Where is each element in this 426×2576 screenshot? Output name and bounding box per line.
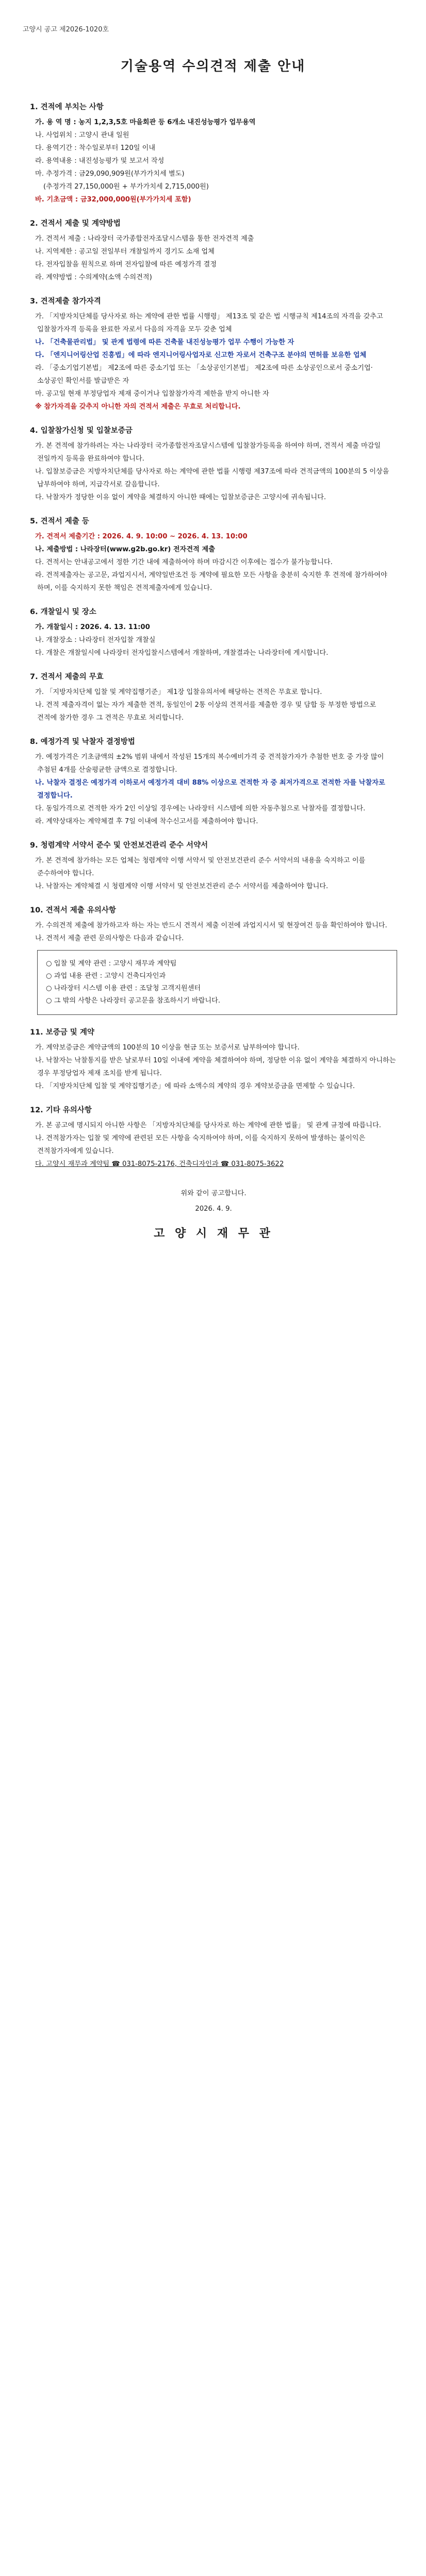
section-line: 다. 용역기간 : 착수일로부터 120일 이내: [35, 144, 156, 152]
section-line: 다. 견적서는 안내공고에서 정한 기간 내에 제출하여야 하며 마감시간 이후에는 접수가 불가능합니다.: [35, 558, 333, 566]
section-title: 7. 견적서 제출의 무효: [30, 673, 104, 681]
section-title: 11. 보증금 및 계약: [30, 1028, 94, 1037]
section-line: 나. 견적참가자는 입찰 및 계약에 관련된 모든 사항을 숙지하여야 하며, 이를 숙지하지 못하여 발생하는 불이익은 견적참가자에게 있습니다.: [35, 1134, 366, 1155]
notice-section: [30, 606, 397, 659]
section-line: 바. 기초금액 : 금32,000,000원(부가가치세 포함): [35, 196, 191, 204]
section-line: 라. 계약방법 : 수의계약(소액 수의견적): [35, 274, 152, 281]
section-line: 마. 공고일 현재 부정당업자 제재 중이거나 입찰참가자격 제한을 받지 아니한 자: [35, 390, 269, 398]
section-line: 나. 낙찰자는 계약체결 시 청렴계약 이행 서약서 및 안전보건관리 준수 서약서를 제출하여야 합니다.: [35, 883, 329, 890]
contact-row: ○ 그 밖의 사항은 나라장터 공고문을 참조하시기 바랍니다.: [46, 997, 221, 1005]
section-line: 나. 낙찰자는 낙찰통지를 받은 날로부터 10일 이내에 계약을 체결하여야 하며, 정당한 이유 없이 계약을 체결하지 아니하는 경우 부정당업자 제재 조치를 받게 됩니다.: [35, 1057, 396, 1077]
section-line: (추정가격 27,150,000원 + 부가가치세 2,715,000원): [43, 183, 209, 191]
closing-note: 위와 같이 공고합니다.: [181, 1190, 247, 1197]
section-title: 9. 청렴계약 서약서 준수 및 안전보건관리 준수 서약서: [30, 841, 208, 850]
section-line: 가. 견적서 제출기간 : 2026. 4. 9. 10:00 ~ 2026. 4. 13. 10:00: [35, 533, 248, 540]
section-title: 10. 견적서 제출 유의사항: [30, 906, 116, 914]
section-line: 나. 사업위치 : 고양시 관내 일원: [35, 131, 129, 139]
section-line: 가. 견적서 제출 : 나라장터 국가종합전자조달시스템을 통한 전자견적 제출: [35, 235, 254, 243]
contact-row: ○ 나라장터 시스템 이용 관련 : 조달청 고객지원센터: [46, 985, 201, 992]
section-title: 1. 견적에 부치는 사항: [30, 103, 104, 111]
section-line: 나. 견적서 제출 관련 문의사항은 다음과 같습니다.: [35, 935, 184, 942]
section-line: 다. 개찰은 개찰일시에 나라장터 전자입찰시스템에서 개찰하며, 개찰결과는 나라장터에 게시합니다.: [35, 649, 329, 657]
section-line: 가. 계약보증금은 계약금액의 100분의 10 이상을 현금 또는 보증서로 납부하여야 합니다.: [35, 1044, 300, 1052]
closing-date: 2026. 4. 9.: [195, 1205, 232, 1213]
section-line: 가. 본 견적에 참가하는 모든 업체는 청렴계약 이행 서약서 및 안전보건관리 준수 서약서의 내용을 숙지하고 이를 준수하여야 합니다.: [35, 857, 366, 877]
notice-section: [30, 904, 397, 1015]
section-line: 나. 견적 제출자격이 없는 자가 제출한 견적, 동일인이 2통 이상의 견적서를 제출한 경우 및 담합 등 부정한 방법으로 견적에 참가한 경우 그 견적은 무효로 처리합니다.: [35, 701, 376, 722]
contact-row: ○ 입찰 및 계약 관련 : 고양시 재무과 계약팀: [46, 960, 177, 968]
section-line: 다. 「지방자치단체 입찰 및 계약집행기준」에 따라 소액수의 계약의 경우 계약보증금을 면제할 수 있습니다.: [35, 1082, 355, 1090]
issuing-organization: 고 양 시 재 무 관: [154, 1227, 273, 1240]
section-title: 12. 기타 유의사항: [30, 1106, 92, 1114]
section-title: 8. 예정가격 및 낙찰자 결정방법: [30, 738, 135, 746]
section-line: 다. 전자입찰을 원칙으로 하며 전자입찰에 따른 예정가격 결정: [35, 261, 217, 268]
section-line: 가. 수의견적 제출에 참가하고자 하는 자는 반드시 견적서 제출 이전에 과업지시서 및 현장여건 등을 확인하여야 합니다.: [35, 922, 387, 929]
section-line: 다. 고양시 재무과 계약팀 ☎ 031-8075-2176, 건축디자인과 ☎ 031-8075-3622: [35, 1160, 284, 1168]
section-line: 가. 용 역 명 : 농지 1,2,3,5호 마을회관 등 6개소 내진성능평가 업무용역: [35, 118, 256, 126]
section-title: 5. 견적서 제출 등: [30, 517, 89, 526]
section-line: 라. 견적제출자는 공고문, 과업지시서, 계약일반조건 등 계약에 필요한 모든 사항을 충분히 숙지한 후 견적에 참가하여야 하며, 이를 숙지하지 못한 책임은 견적제출자에게 있습니다.: [35, 571, 387, 592]
notice-section: [30, 217, 397, 284]
notice-section: [30, 671, 397, 724]
section-title: 3. 견적제출 참가자격: [30, 297, 101, 306]
section-line: 다. 동일가격으로 견적한 자가 2인 이상일 경우에는 나라장터 시스템에 의한 자동추첨으로 낙찰자를 결정합니다.: [35, 805, 366, 812]
section-line: 가. 「지방자치단체 입찰 및 계약집행기준」 제1장 입찰유의서에 해당하는 견적은 무효로 합니다.: [35, 688, 322, 696]
notice-section: [30, 515, 397, 595]
notice-body: [30, 101, 397, 1242]
notice-section: [30, 1104, 397, 1171]
section-line: 나. 「건축물관리법」 및 관계 법령에 따른 건축물 내진성능평가 업무 수행이 가능한 자: [35, 338, 294, 346]
section-line: 다. 낙찰자가 정당한 이유 없이 계약을 체결하지 아니한 때에는 입찰보증금은 고양시에 귀속됩니다.: [35, 494, 326, 501]
section-line: 가. 「지방자치단체를 당사자로 하는 계약에 관한 법률 시행령」 제13조 및 같은 법 시행규칙 제14조의 자격을 갖추고 입찰참가자격 등록을 완료한 자로서 다음의 자격을 모두 갖춘 업체: [35, 313, 383, 333]
notice-section: [30, 839, 397, 893]
section-line: 다. 「엔지니어링산업 진흥법」에 따라 엔지니어링사업자로 신고한 자로서 건축구조 분야의 면허를 보유한 업체: [35, 351, 367, 359]
notice-section: [30, 295, 397, 413]
section-title: 4. 입찰참가신청 및 입찰보증금: [30, 427, 133, 435]
section-line: 가. 본 견적에 참가하려는 자는 나라장터 국가종합전자조달시스템에 입찰참가등록을 하여야 하며, 견적서 제출 마감일 전일까지 등록을 완료하여야 합니다.: [35, 442, 381, 463]
notice-section: [30, 425, 397, 504]
section-line: ※ 참가자격을 갖추지 아니한 자의 견적서 제출은 무효로 처리합니다.: [35, 403, 241, 411]
notice-section: [30, 736, 397, 828]
section-line: 가. 개찰일시 : 2026. 4. 13. 11:00: [35, 623, 150, 631]
section-line: 나. 제출방법 : 나라장터(www.g2b.go.kr) 전자견적 제출: [35, 546, 215, 553]
section-line: 라. 계약상대자는 계약체결 후 7일 이내에 착수신고서를 제출하여야 합니다.: [35, 818, 258, 825]
section-title: 2. 견적서 제출 및 계약방법: [30, 219, 121, 228]
contact-box: [37, 950, 397, 1015]
section-line: 가. 본 공고에 명시되지 아니한 사항은 「지방자치단체를 당사자로 하는 계약에 관한 법률」 및 관계 규정에 따릅니다.: [35, 1122, 381, 1129]
section-title: 6. 개찰일시 및 장소: [30, 608, 96, 616]
section-line: 마. 추정가격 : 금29,090,909원(부가가치세 별도): [35, 170, 185, 178]
section-line: 라. 「중소기업기본법」 제2조에 따른 중소기업 또는 「소상공인기본법」 제2조에 따른 소상공인으로서 중소기업·소상공인 확인서를 발급받은 자: [35, 364, 373, 385]
contact-row: ○ 과업 내용 관련 : 고양시 건축디자인과: [46, 972, 166, 980]
document-title: 기술용역 수의견적 제출 안내: [120, 59, 306, 74]
section-line: 나. 입찰보증금은 지방자치단체를 당사자로 하는 계약에 관한 법률 시행령 제37조에 따라 견적금액의 100분의 5 이상을 납부하여야 하며, 지급각서로 갈음합니다.: [35, 468, 389, 488]
notice-section: [30, 1026, 397, 1093]
section-line: 나. 낙찰자 결정은 예정가격 이하로서 예정가격 대비 88% 이상으로 견적한 자 중 최저가격으로 견적한 자를 낙찰자로 결정합니다.: [35, 779, 385, 800]
section-line: 라. 용역내용 : 내진성능평가 및 보고서 작성: [35, 157, 165, 165]
document-reference: 고양시 공고 제2026-1020호: [23, 26, 109, 33]
section-line: 가. 예정가격은 기초금액의 ±2% 범위 내에서 작성된 15개의 복수예비가격 중 견적참가자가 추첨한 번호 중 가장 많이 추첨된 4개를 산술평균한 금액으로 결정합니다.: [35, 753, 384, 774]
section-line: 나. 지역제한 : 공고일 전일부터 개찰일까지 경기도 소재 업체: [35, 248, 215, 256]
notice-section: [30, 101, 397, 206]
section-line: 나. 개찰장소 : 나라장터 전자입찰 개찰실: [35, 636, 156, 644]
closing-block: [30, 1186, 397, 1242]
